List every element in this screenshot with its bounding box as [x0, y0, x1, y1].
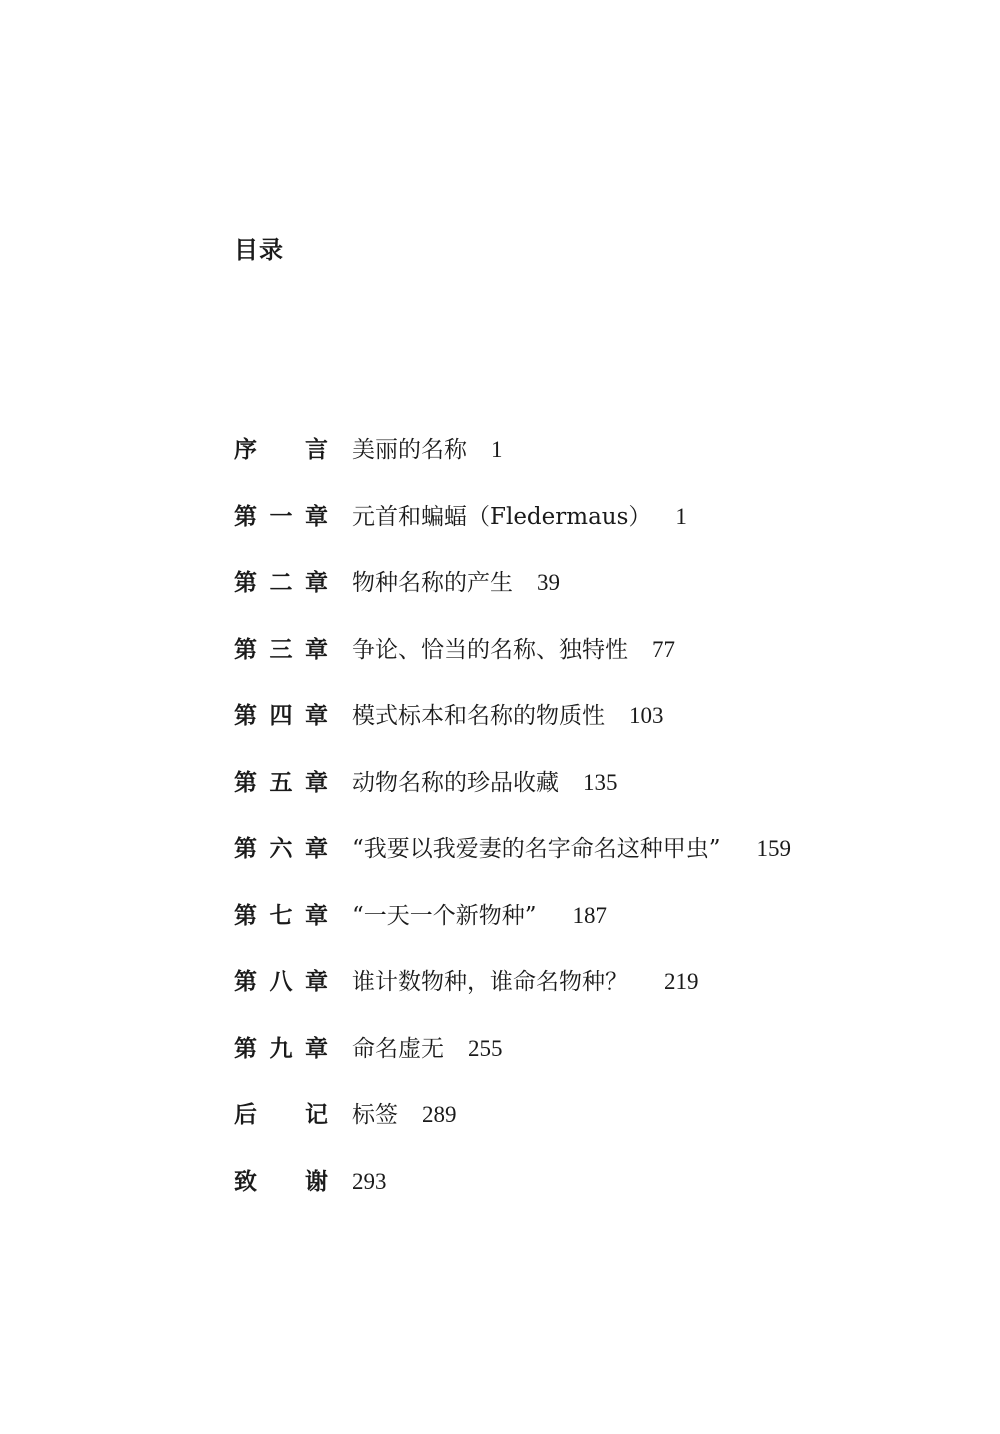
toc-entry-page: 159 [756, 836, 792, 861]
toc-entry-page: 103 [629, 703, 664, 728]
toc-entry-page: 219 [664, 969, 699, 994]
toc-entry-label: 第二章 [234, 569, 328, 596]
toc-entry-page: 135 [583, 769, 618, 795]
toc-entry-afterword[interactable] [234, 1097, 934, 1164]
toc-entry-page: 77 [652, 636, 675, 662]
toc-entry-title: 元首和蝙蝠（Fledermaus） [352, 503, 652, 530]
toc-entry-preface[interactable] [234, 432, 934, 499]
toc-entry-page: 1 [491, 437, 503, 462]
toc-entry-chapter-9[interactable] [234, 1031, 934, 1098]
toc-entry-title: 物种名称的产生 [352, 570, 513, 596]
toc-entry-chapter-7[interactable] [234, 898, 934, 965]
toc-entry-acknowledgements[interactable] [234, 1164, 934, 1231]
toc-entry-page: 293 [352, 1168, 387, 1194]
toc-entry-page: 289 [422, 1102, 457, 1127]
toc-entry-title: 命名虚无 [352, 1035, 444, 1062]
toc-entry-chapter-3[interactable] [234, 632, 934, 699]
toc-entry-label: 第五章 [234, 768, 328, 796]
toc-entry-page: 1 [675, 503, 687, 529]
toc-entry-title: “一天一个新物种” [352, 902, 537, 929]
toc-entry-label: 第四章 [234, 702, 328, 729]
toc-list [234, 432, 934, 1230]
toc-entry-label: 第六章 [234, 835, 328, 862]
toc-entry-label: 第八章 [234, 968, 328, 995]
toc-entry-label: 致 谢 [234, 1167, 328, 1195]
toc-entry-chapter-2[interactable] [234, 565, 934, 632]
toc-entry-chapter-8[interactable] [234, 964, 934, 1031]
toc-entry-chapter-5[interactable] [234, 765, 934, 832]
toc-entry-title: 争论、恰当的名称、独特性 [352, 636, 628, 663]
toc-entry-title: 美丽的名称 [352, 437, 467, 463]
toc-entry-label: 第七章 [234, 901, 328, 929]
toc-entry-chapter-1[interactable] [234, 499, 934, 566]
toc-entry-label: 序 言 [234, 436, 328, 463]
toc-entry-title: 标签 [352, 1102, 398, 1128]
toc-title: 目录 [234, 235, 284, 264]
toc-entry-page: 187 [572, 902, 608, 928]
toc-entry-page: 255 [468, 1035, 503, 1061]
toc-entry-page: 39 [537, 570, 560, 595]
toc-entry-title: 动物名称的珍品收藏 [352, 769, 559, 796]
toc-entry-title: 谁计数物种，谁命名物种？ [352, 969, 628, 995]
toc-entry-label: 第三章 [234, 635, 328, 663]
toc-entry-chapter-6[interactable] [234, 831, 934, 898]
toc-entry-title: “我要以我爱妻的名字命名这种甲虫” [352, 836, 721, 862]
toc-entry-label: 第九章 [234, 1034, 328, 1062]
toc-entry-label: 第一章 [234, 502, 328, 530]
toc-entry-title: 模式标本和名称的物质性 [352, 703, 605, 729]
toc-entry-chapter-4[interactable] [234, 698, 934, 765]
toc-entry-label: 后 记 [234, 1101, 328, 1128]
